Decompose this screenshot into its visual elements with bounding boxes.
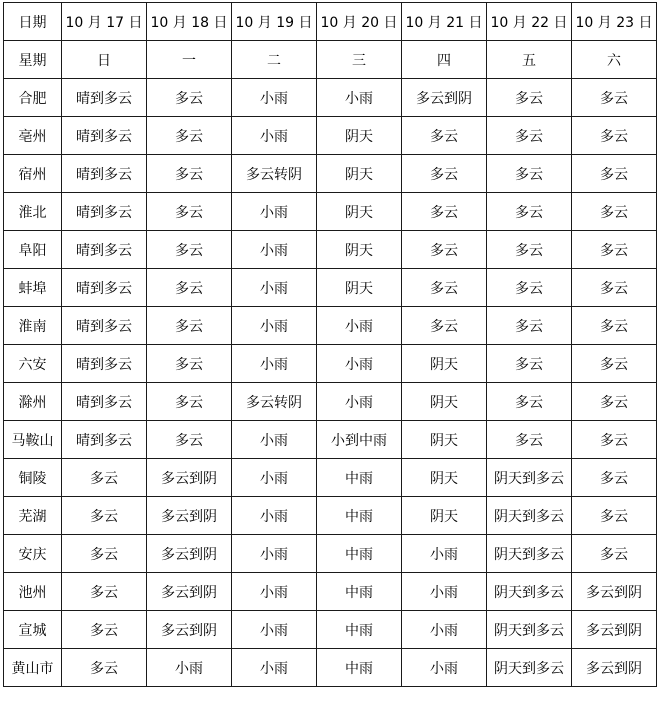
city-row: [4, 79, 657, 117]
weather-cell: 阴天: [317, 155, 402, 193]
weather-cell: 多云: [487, 307, 572, 345]
city-row: [4, 307, 657, 345]
weather-cell: 多云: [402, 155, 487, 193]
date-header-cell: 10 月 20 日: [317, 3, 402, 41]
city-name-cell: 淮南: [4, 307, 62, 345]
city-row: [4, 231, 657, 269]
weather-cell: 小雨: [232, 117, 317, 155]
weather-cell: 阴天: [402, 497, 487, 535]
city-name-cell: 池州: [4, 573, 62, 611]
weather-cell: 小雨: [232, 611, 317, 649]
city-name-cell: 黄山市: [4, 649, 62, 687]
weather-cell: 多云: [572, 459, 657, 497]
city-name-cell: 芜湖: [4, 497, 62, 535]
weather-forecast-table: [3, 2, 657, 687]
weather-cell: 多云: [147, 421, 232, 459]
weather-cell: 多云转阴: [232, 155, 317, 193]
date-header-cell: 10 月 21 日: [402, 3, 487, 41]
city-row: [4, 193, 657, 231]
weather-cell: 多云: [487, 231, 572, 269]
weather-cell: 小雨: [232, 497, 317, 535]
weather-cell: 阴天到多云: [487, 535, 572, 573]
date-header-cell: 10 月 22 日: [487, 3, 572, 41]
weather-cell: 小雨: [317, 383, 402, 421]
weather-cell: 阴天: [317, 193, 402, 231]
weather-cell: 晴到多云: [62, 383, 147, 421]
weather-cell: 小雨: [232, 345, 317, 383]
weather-cell: 小雨: [232, 193, 317, 231]
date-label-cell: 日期: [4, 3, 62, 41]
weather-cell: 中雨: [317, 611, 402, 649]
weather-cell: 多云到阴: [402, 79, 487, 117]
weather-cell: 小雨: [402, 573, 487, 611]
weather-cell: 中雨: [317, 649, 402, 687]
weather-cell: 多云: [147, 193, 232, 231]
weather-cell: 晴到多云: [62, 117, 147, 155]
weather-cell: 晴到多云: [62, 193, 147, 231]
weather-cell: 多云: [147, 155, 232, 193]
weather-cell: 多云: [572, 497, 657, 535]
weather-cell: 多云: [147, 345, 232, 383]
weather-cell: 多云: [572, 383, 657, 421]
weather-cell: 多云到阴: [147, 535, 232, 573]
weather-cell: 中雨: [317, 573, 402, 611]
weather-cell: 中雨: [317, 535, 402, 573]
weather-cell: 多云: [487, 193, 572, 231]
city-name-cell: 合肥: [4, 79, 62, 117]
date-header-cell: 10 月 23 日: [572, 3, 657, 41]
city-name-cell: 安庆: [4, 535, 62, 573]
city-row: [4, 459, 657, 497]
date-header-cell: 10 月 18 日: [147, 3, 232, 41]
city-row: [4, 611, 657, 649]
weather-cell: 多云: [402, 231, 487, 269]
weekday-cell: 六: [572, 41, 657, 79]
weather-cell: 晴到多云: [62, 307, 147, 345]
weather-cell: 多云: [572, 345, 657, 383]
weather-cell: 多云: [402, 269, 487, 307]
weather-cell: 小雨: [232, 573, 317, 611]
weather-cell: 多云: [572, 155, 657, 193]
weather-cell: 阴天到多云: [487, 573, 572, 611]
weekday-cell: 四: [402, 41, 487, 79]
city-name-cell: 蚌埠: [4, 269, 62, 307]
weather-cell: 阴天: [402, 383, 487, 421]
weather-cell: 晴到多云: [62, 345, 147, 383]
weather-cell: 多云: [487, 155, 572, 193]
date-header-cell: 10 月 19 日: [232, 3, 317, 41]
weather-cell: 小雨: [317, 79, 402, 117]
weather-cell: 多云: [147, 383, 232, 421]
weekday-cell: 日: [62, 41, 147, 79]
weather-cell: 晴到多云: [62, 231, 147, 269]
weather-cell: 多云: [147, 79, 232, 117]
weather-cell: 小雨: [317, 345, 402, 383]
weather-cell: 多云: [572, 269, 657, 307]
weekday-cell: 三: [317, 41, 402, 79]
city-name-cell: 亳州: [4, 117, 62, 155]
weather-cell: 小雨: [232, 421, 317, 459]
city-name-cell: 阜阳: [4, 231, 62, 269]
city-name-cell: 淮北: [4, 193, 62, 231]
weekday-label-cell: 星期: [4, 41, 62, 79]
weekday-cell: 五: [487, 41, 572, 79]
city-row: [4, 345, 657, 383]
city-name-cell: 马鞍山: [4, 421, 62, 459]
weather-cell: 小雨: [232, 649, 317, 687]
weather-cell: 多云: [487, 79, 572, 117]
city-row: [4, 421, 657, 459]
city-row: [4, 383, 657, 421]
city-row: [4, 497, 657, 535]
weather-cell: 阴天: [317, 231, 402, 269]
weather-cell: 多云到阴: [572, 611, 657, 649]
weather-cell: 小雨: [402, 649, 487, 687]
city-name-cell: 六安: [4, 345, 62, 383]
weather-cell: 多云: [572, 193, 657, 231]
weather-cell: 多云: [62, 573, 147, 611]
weather-cell: 晴到多云: [62, 269, 147, 307]
weather-cell: 多云: [487, 345, 572, 383]
weekday-cell: 二: [232, 41, 317, 79]
city-row: [4, 269, 657, 307]
weather-cell: 多云: [572, 231, 657, 269]
weather-cell: 多云到阴: [147, 611, 232, 649]
weather-cell: 多云: [572, 307, 657, 345]
weather-cell: 多云: [62, 459, 147, 497]
weather-cell: 阴天: [317, 269, 402, 307]
weather-cell: 阴天到多云: [487, 649, 572, 687]
city-name-cell: 滁州: [4, 383, 62, 421]
weather-cell: 阴天: [402, 421, 487, 459]
city-row: [4, 155, 657, 193]
weather-cell: 多云到阴: [572, 649, 657, 687]
weather-cell: 阴天到多云: [487, 459, 572, 497]
weather-cell: 晴到多云: [62, 79, 147, 117]
weather-cell: 多云转阴: [232, 383, 317, 421]
weather-cell: 多云: [62, 649, 147, 687]
weather-cell: 多云: [402, 193, 487, 231]
weather-cell: 小到中雨: [317, 421, 402, 459]
weather-cell: 多云: [572, 535, 657, 573]
city-name-cell: 宣城: [4, 611, 62, 649]
weather-cell: 多云到阴: [572, 573, 657, 611]
weather-cell: 多云: [62, 497, 147, 535]
date-header-row: [4, 3, 657, 41]
weather-cell: 阴天到多云: [487, 497, 572, 535]
weather-cell: 小雨: [232, 79, 317, 117]
weather-cell: 多云: [62, 535, 147, 573]
weather-cell: 小雨: [147, 649, 232, 687]
city-row: [4, 535, 657, 573]
weather-cell: 小雨: [232, 231, 317, 269]
weather-cell: 多云到阴: [147, 573, 232, 611]
weather-cell: 多云: [147, 307, 232, 345]
weather-cell: 小雨: [317, 307, 402, 345]
weather-cell: 多云: [147, 117, 232, 155]
weather-cell: 阴天: [317, 117, 402, 155]
weather-cell: 多云: [147, 269, 232, 307]
weather-cell: 阴天: [402, 459, 487, 497]
weather-cell: 小雨: [232, 535, 317, 573]
weather-cell: 小雨: [232, 459, 317, 497]
weather-cell: 阴天: [402, 345, 487, 383]
weather-cell: 多云: [572, 79, 657, 117]
weather-cell: 多云到阴: [147, 497, 232, 535]
weather-cell: 多云: [487, 421, 572, 459]
city-row: [4, 117, 657, 155]
weather-cell: 小雨: [402, 535, 487, 573]
weather-cell: 阴天到多云: [487, 611, 572, 649]
city-name-cell: 铜陵: [4, 459, 62, 497]
city-row: [4, 649, 657, 687]
weather-cell: 晴到多云: [62, 421, 147, 459]
weather-cell: 晴到多云: [62, 155, 147, 193]
forecast-table-body: [4, 3, 657, 687]
weather-cell: 多云: [572, 117, 657, 155]
weather-cell: 多云: [62, 611, 147, 649]
weather-cell: 多云: [487, 269, 572, 307]
city-row: [4, 573, 657, 611]
weather-cell: 多云: [147, 231, 232, 269]
date-header-cell: 10 月 17 日: [62, 3, 147, 41]
weather-cell: 中雨: [317, 497, 402, 535]
weather-cell: 多云: [487, 383, 572, 421]
weather-cell: 多云: [402, 307, 487, 345]
weather-cell: 小雨: [232, 307, 317, 345]
weather-cell: 多云: [487, 117, 572, 155]
city-name-cell: 宿州: [4, 155, 62, 193]
weather-cell: 多云: [572, 421, 657, 459]
weekday-header-row: [4, 41, 657, 79]
weather-cell: 多云: [402, 117, 487, 155]
weather-cell: 中雨: [317, 459, 402, 497]
weather-cell: 多云到阴: [147, 459, 232, 497]
weather-cell: 小雨: [402, 611, 487, 649]
weather-cell: 小雨: [232, 269, 317, 307]
weekday-cell: 一: [147, 41, 232, 79]
